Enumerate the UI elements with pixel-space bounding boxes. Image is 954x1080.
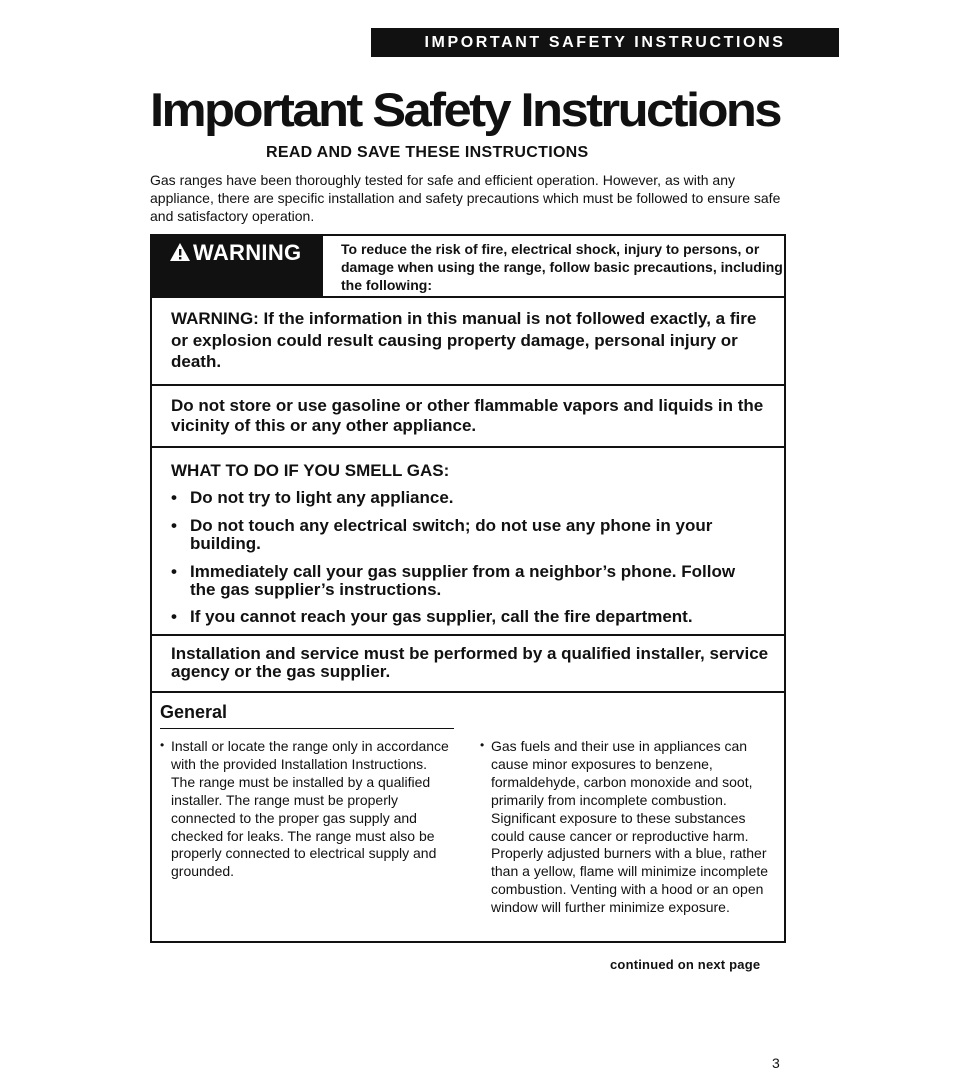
list-item — [171, 608, 751, 626]
list-item — [171, 489, 751, 507]
warning-statement-section — [152, 298, 784, 386]
page-title: Important Safety Instructions — [150, 83, 780, 136]
general-heading: General — [160, 702, 228, 722]
page-subtitle: READ AND SAVE THESE INSTRUCTIONS — [266, 144, 589, 161]
warning-description — [322, 236, 784, 298]
list-item-text: If you cannot reach your gas supplier, call the fire department. — [190, 607, 693, 626]
bullet-icon: • — [171, 516, 177, 535]
list-item-text: Do not touch any electrical switch; do not use any phone in your building. — [190, 516, 713, 553]
header-banner: IMPORTANT SAFETY INSTRUCTIONS — [371, 28, 839, 57]
bullet-icon: • — [171, 607, 177, 626]
gasoline-section — [152, 386, 784, 448]
warning-description-text: To reduce the risk of fire, electrical shock, injury to persons, or damage when using the range, follow basic precautions, including the following: — [341, 241, 783, 293]
list-item-text: Immediately call your gas supplier from a neighbor’s phone. Follow the gas supplier’s instructions. — [190, 562, 736, 599]
safety-box — [150, 234, 786, 943]
installation-statement: Installation and service must be performed by a qualified installer, service agency or the gas supplier. — [171, 644, 769, 681]
continued-note: continued on next page — [610, 957, 761, 972]
general-left-text: Install or locate the range only in accordance with the provided Installation Instructions. The range must be installed by a qualified installer. The range must be properly connected to the proper gas supply and checked for leaks. The range must also be properly connected to electrical supply and grounded. — [171, 738, 449, 880]
general-right-text: Gas fuels and their use in appliances can cause minor exposures to benzene, formaldehyde, carbon monoxide and soot, primarily from incomplete combustion. Significant exposure to these substances could cause cancer or reproductive harm. Properly adjusted burners with a blue, rather than a yellow, flame will minimize incomplete combustion. Venting with a hood or an open window will further minimize exposure. — [491, 738, 768, 916]
installation-section — [152, 636, 784, 693]
bullet-icon: • — [171, 488, 177, 507]
gasoline-statement: Do not store or use gasoline or other flammable vapors and liquids in the vicinity of this or any other appliance. — [171, 396, 764, 435]
general-divider — [160, 728, 454, 729]
warning-label-text: WARNING — [193, 240, 302, 265]
page-number: 3 — [772, 1055, 780, 1071]
list-item — [171, 517, 751, 553]
bullet-icon: • — [171, 562, 177, 581]
general-left-column — [160, 738, 452, 881]
warning-triangle-icon — [169, 242, 191, 262]
list-item-text: Do not try to light any appliance. — [190, 488, 454, 507]
bullet-icon: • — [160, 738, 165, 752]
warning-label — [152, 236, 322, 298]
bullet-icon: • — [480, 738, 485, 752]
intro-paragraph: Gas ranges have been thoroughly tested for safe and efficient operation. However, as with any appliance, there are specific installation and safety precautions which must be followed to ensure safe and satisfactory operation. — [150, 172, 781, 224]
smell-gas-list — [171, 489, 751, 636]
smell-gas-section — [152, 448, 784, 636]
smell-gas-heading: WHAT TO DO IF YOU SMELL GAS: — [171, 461, 450, 480]
list-item — [171, 563, 751, 599]
general-right-column — [480, 738, 780, 917]
warning-statement: WARNING: If the information in this manual is not followed exactly, a fire or explosion could result causing property damage, personal injury or death. — [171, 309, 757, 371]
